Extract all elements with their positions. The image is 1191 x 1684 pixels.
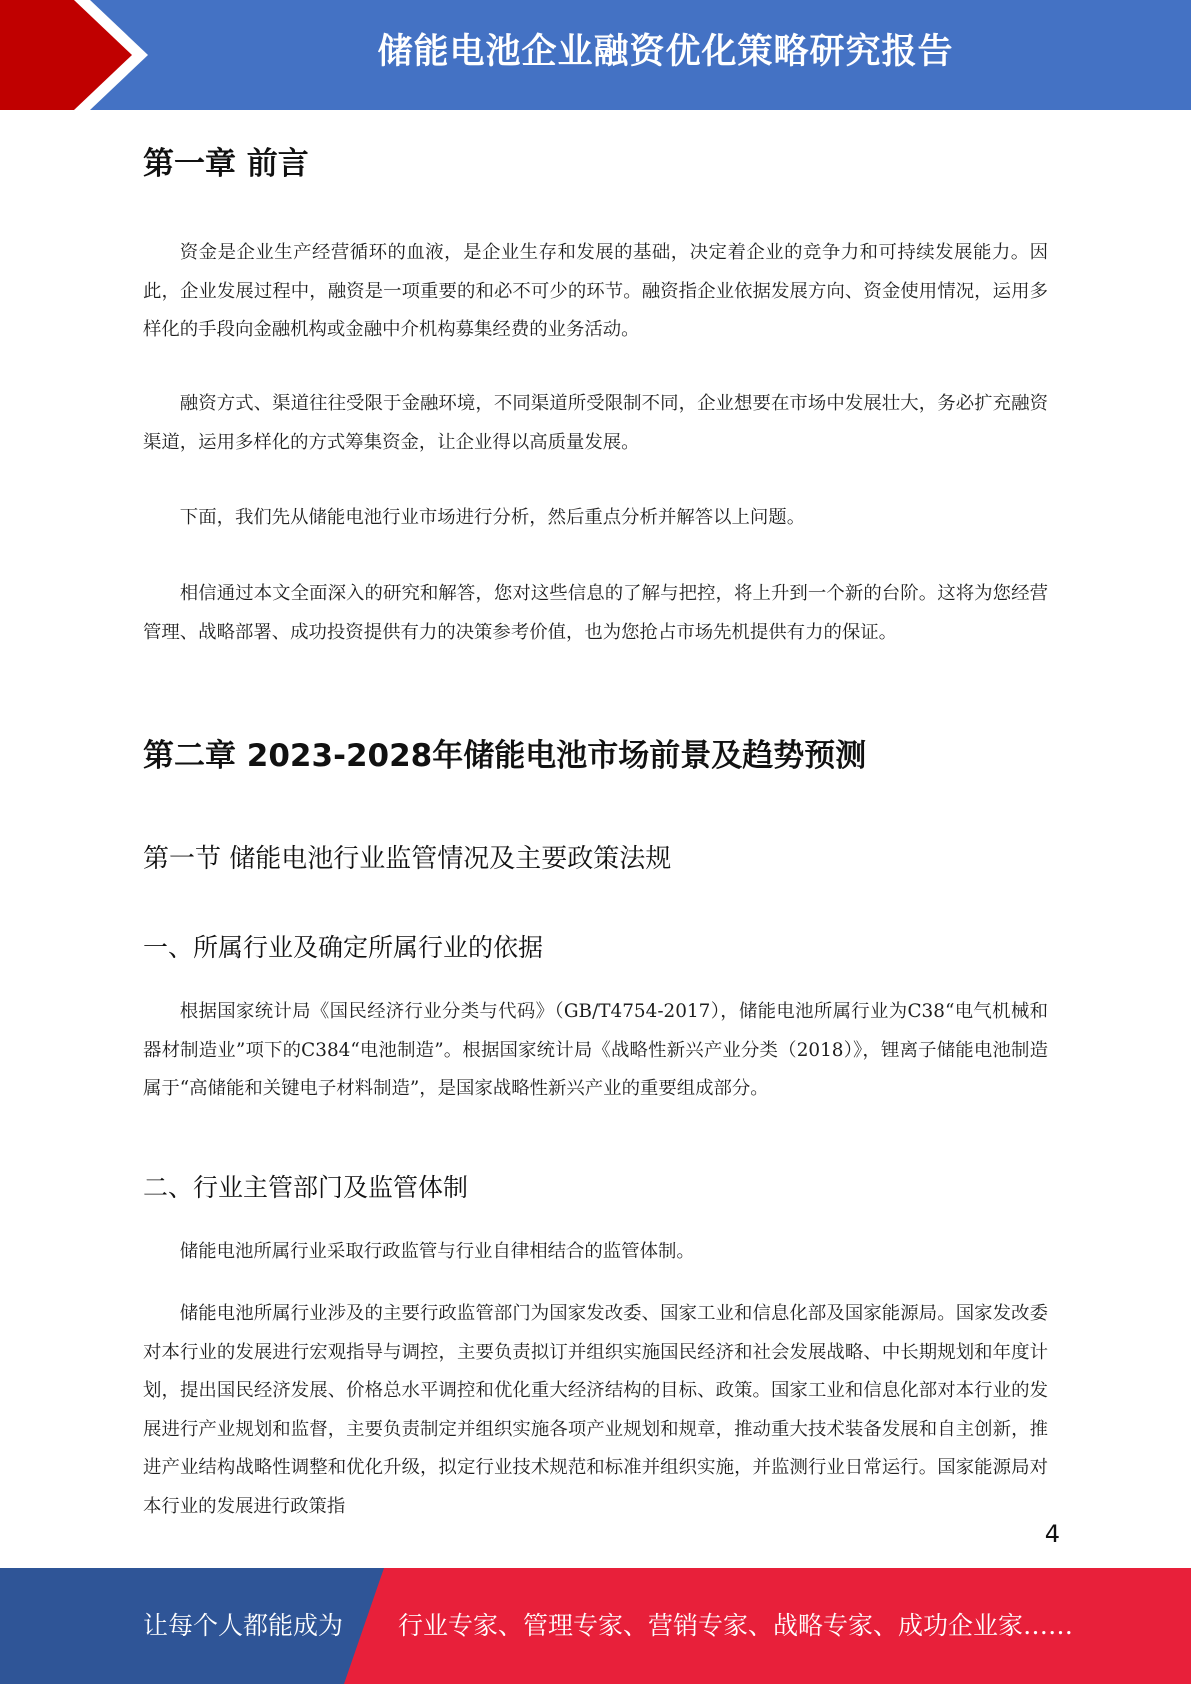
chapter-2-title: 第二章 2023-2028年储能电池市场前景及趋势预测 [143,738,867,774]
footer-slogan-left: 让每个人都能成为 [143,1611,344,1640]
footer-slogan-right: 行业专家、管理专家、营销专家、战略专家、成功企业家…… [398,1611,1074,1640]
report-footer [0,1568,1191,1684]
subsection-2-paragraph: 储能电池所属行业采取行政监管与行业自律相结合的监管体制。 [179,1241,695,1262]
subsection-2-title: 二、行业主管部门及监管体制 [143,1173,469,1202]
chapter-1-paragraph: 资金是企业生产经营循环的血液，是企业生存和发展的基础，决定着企业的竞争力和可持续发展能力。因此，企业发展过程中，融资是一项重要的和必不可少的环节。融资指企业依据发展方向、资金使用情况，运用多样化的手段向金融机构或金融中介机构募集经费的业务活动。 [143,242,1048,340]
subsection-2-paragraph: 储能电池所属行业涉及的主要行政监管部门为国家发改委、国家工业和信息化部及国家能源局。国家发改委对本行业的发展进行宏观指导与调控，主要负责拟订并组织实施国民经济和社会发展战略、中长期规划和年度计划，提出国民经济发展、价格总水平调控和优化重大经济结构的目标、政策。国家工业和信息化部对本行业的发展进行产业规划和监督，主要负责制定并组织实施各项产业规划和规章，推动重大技术装备发展和自主创新，推进产业结构战略性调整和优化升级，拟定行业技术规范和标准并组织实施，并监测行业日常运行。国家能源局对本行业的发展进行政策指 [143,1303,1048,1517]
chapter-1-title: 第一章 前言 [143,146,309,182]
section-1-title: 第一节 储能电池行业监管情况及主要政策法规 [143,844,672,874]
page-number: 4 [1044,1520,1060,1548]
report-title: 储能电池企业融资优化策略研究报告 [377,32,954,72]
report-header [0,0,1191,110]
subsection-1-paragraph: 根据国家统计局《国民经济行业分类与代码》（GB/T4754-2017），储能电池所属行业为C38“电气机械和器材制造业”项下的C384“电池制造”。根据国家统计局《战略性新兴产业分类（2018）》，锂离子储能电池制造属于“高储能和关键电子材料制造”，是国家战略性新兴产业的重要组成部分。 [143,1001,1048,1099]
chapter-1-paragraph: 相信通过本文全面深入的研究和解答，您对这些信息的了解与把控，将上升到一个新的台阶。这将为您经营管理、战略部署、成功投资提供有力的决策参考价值，也为您抢占市场先机提供有力的保证。 [143,583,1048,643]
chapter-1-paragraph: 融资方式、渠道往往受限于金融环境，不同渠道所受限制不同，企业想要在市场中发展壮大，务必扩充融资渠道，运用多样化的方式筹集资金，让企业得以高质量发展。 [143,393,1048,453]
header-arrow-decoration [0,0,160,110]
subsection-1-title: 一、所属行业及确定所属行业的依据 [143,933,544,962]
chapter-1-paragraph: 下面，我们先从储能电池行业市场进行分析，然后重点分析并解答以上问题。 [179,507,806,528]
